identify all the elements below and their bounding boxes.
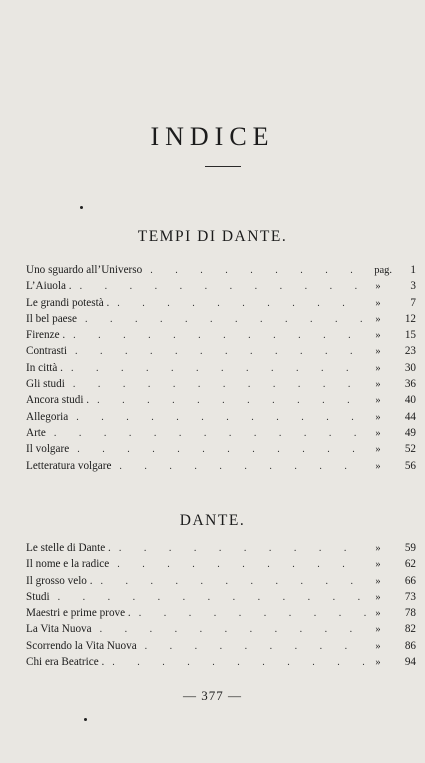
- dot-leader: [50, 592, 366, 603]
- dot-leader: [109, 559, 366, 570]
- toc-entry-title: In città .: [26, 361, 63, 374]
- toc-entry-page: 82: [404, 623, 416, 636]
- print-speck: [84, 718, 87, 721]
- section-heading-dante: DANTE.: [179, 512, 246, 529]
- toc-entry-page: 44: [404, 410, 416, 423]
- toc-entry: [26, 558, 416, 574]
- toc-entry: [26, 542, 416, 558]
- toc-entry-page: 52: [404, 443, 416, 456]
- toc-entry: [26, 264, 416, 280]
- dot-leader: [111, 543, 366, 554]
- toc-entry-title: Le grandi potestà .: [26, 296, 110, 309]
- toc-entry-page: 40: [404, 394, 416, 407]
- page-marker: »: [375, 608, 381, 620]
- toc-entry-title: Il bel paese: [26, 312, 77, 325]
- toc-entry-title: L’Aiuola .: [26, 280, 72, 293]
- toc-entry: [26, 640, 416, 656]
- toc-entry: [26, 443, 416, 459]
- toc-entry-page: 56: [404, 459, 416, 472]
- dot-leader: [109, 298, 366, 309]
- toc-entry-title: Il nome e la radice: [26, 558, 110, 571]
- toc-entry: [26, 607, 416, 623]
- toc-entry-title: Studi: [26, 590, 50, 603]
- toc-entry-page: 7: [410, 296, 416, 309]
- page-marker: pag.: [374, 265, 392, 276]
- dot-leader: [89, 395, 366, 406]
- dot-leader: [46, 428, 366, 439]
- toc-entry-page: 3: [410, 280, 416, 293]
- toc-entry: [26, 623, 416, 639]
- dot-leader: [93, 576, 367, 587]
- toc-entry-title: Chi era Beatrice .: [26, 656, 105, 669]
- dot-leader: [65, 379, 366, 390]
- page-marker: »: [375, 395, 381, 407]
- toc-entry: [26, 329, 416, 345]
- toc-entry: [26, 297, 416, 313]
- page-marker: »: [375, 591, 381, 603]
- toc-entry-title: Allegoria: [26, 410, 69, 423]
- page-marker: »: [375, 411, 381, 423]
- page-marker: »: [375, 281, 381, 293]
- page-marker: »: [375, 657, 381, 669]
- page-marker: »: [375, 543, 381, 554]
- page-marker: »: [375, 640, 381, 652]
- page-marker: »: [375, 362, 381, 374]
- toc-entry-page: 86: [404, 639, 416, 652]
- page-marker: »: [375, 460, 381, 472]
- toc-entry-title: Ancora studi .: [26, 394, 90, 407]
- page-marker: »: [375, 575, 381, 587]
- dot-leader: [63, 363, 366, 374]
- toc-entry-title: Le stelle di Dante .: [26, 542, 111, 554]
- toc-entry: [26, 575, 416, 591]
- toc-list-dante: [26, 542, 416, 672]
- toc-entry: [26, 280, 416, 296]
- toc-entry: [26, 427, 416, 443]
- toc-entry-page: 15: [404, 329, 416, 342]
- dot-leader: [72, 281, 366, 292]
- dot-leader: [142, 265, 362, 276]
- dot-leader: [68, 412, 366, 423]
- page-marker: »: [375, 444, 381, 456]
- toc-entry-page: 66: [404, 574, 416, 587]
- toc-entry-title: La Vita Nuova: [26, 623, 92, 636]
- title-rule: [205, 166, 241, 167]
- toc-entry: [26, 460, 416, 476]
- page-marker: »: [375, 346, 381, 358]
- dot-leader: [104, 657, 366, 668]
- toc-entry-page: 62: [404, 558, 416, 571]
- page-marker: »: [375, 330, 381, 342]
- page-marker: »: [375, 559, 381, 571]
- toc-entry: [26, 591, 416, 607]
- page-marker: »: [375, 427, 381, 439]
- page-marker: »: [375, 379, 381, 391]
- page-marker: »: [375, 624, 381, 636]
- dot-leader: [77, 314, 366, 325]
- toc-entry-page: 94: [404, 656, 416, 669]
- dot-leader: [65, 330, 366, 341]
- toc-entry-title: Gli studi: [26, 378, 65, 391]
- toc-entry-page: 1: [410, 264, 416, 276]
- toc-entry-title: Scorrendo la Vita Nuova: [26, 639, 137, 652]
- dot-leader: [69, 444, 366, 455]
- toc-list-tempi: [26, 264, 416, 476]
- toc-entry-page: 59: [404, 542, 416, 554]
- page-marker: »: [375, 313, 381, 325]
- toc-entry-page: 36: [404, 378, 416, 391]
- toc-entry-title: Letteratura volgare: [26, 459, 112, 472]
- toc-entry-title: Arte: [26, 426, 46, 439]
- toc-entry-page: 78: [404, 607, 416, 620]
- dot-leader: [67, 346, 366, 357]
- toc-entry-title: Contrasti: [26, 345, 68, 358]
- toc-entry: [26, 378, 416, 394]
- toc-entry: [26, 313, 416, 329]
- page-marker: »: [375, 297, 381, 309]
- toc-entry-title: Il volgare: [26, 443, 70, 456]
- section-heading-tempi: TEMPI DI DANTE.: [137, 228, 288, 245]
- dot-leader: [131, 608, 366, 619]
- toc-entry: [26, 345, 416, 361]
- dot-leader: [137, 641, 366, 652]
- toc-entry: [26, 411, 416, 427]
- toc-entry-title: Uno sguardo all’Universo: [26, 264, 143, 276]
- dot-leader: [111, 461, 366, 472]
- toc-entry-title: Maestri e prime prove .: [26, 607, 131, 620]
- toc-entry-page: 30: [404, 361, 416, 374]
- toc-entry-page: 49: [404, 426, 416, 439]
- toc-entry: [26, 362, 416, 378]
- toc-entry-page: 12: [404, 312, 416, 325]
- page-title: INDICE: [150, 122, 275, 151]
- toc-entry-page: 73: [404, 590, 416, 603]
- dot-leader: [92, 624, 366, 635]
- toc-entry-page: 23: [404, 345, 416, 358]
- toc-entry-title: Firenze .: [26, 329, 66, 342]
- toc-entry-title: Il grosso velo .: [26, 574, 93, 587]
- toc-entry: [26, 394, 416, 410]
- print-speck: [80, 206, 83, 209]
- page-number: — 377 —: [183, 688, 242, 703]
- toc-entry: [26, 656, 416, 672]
